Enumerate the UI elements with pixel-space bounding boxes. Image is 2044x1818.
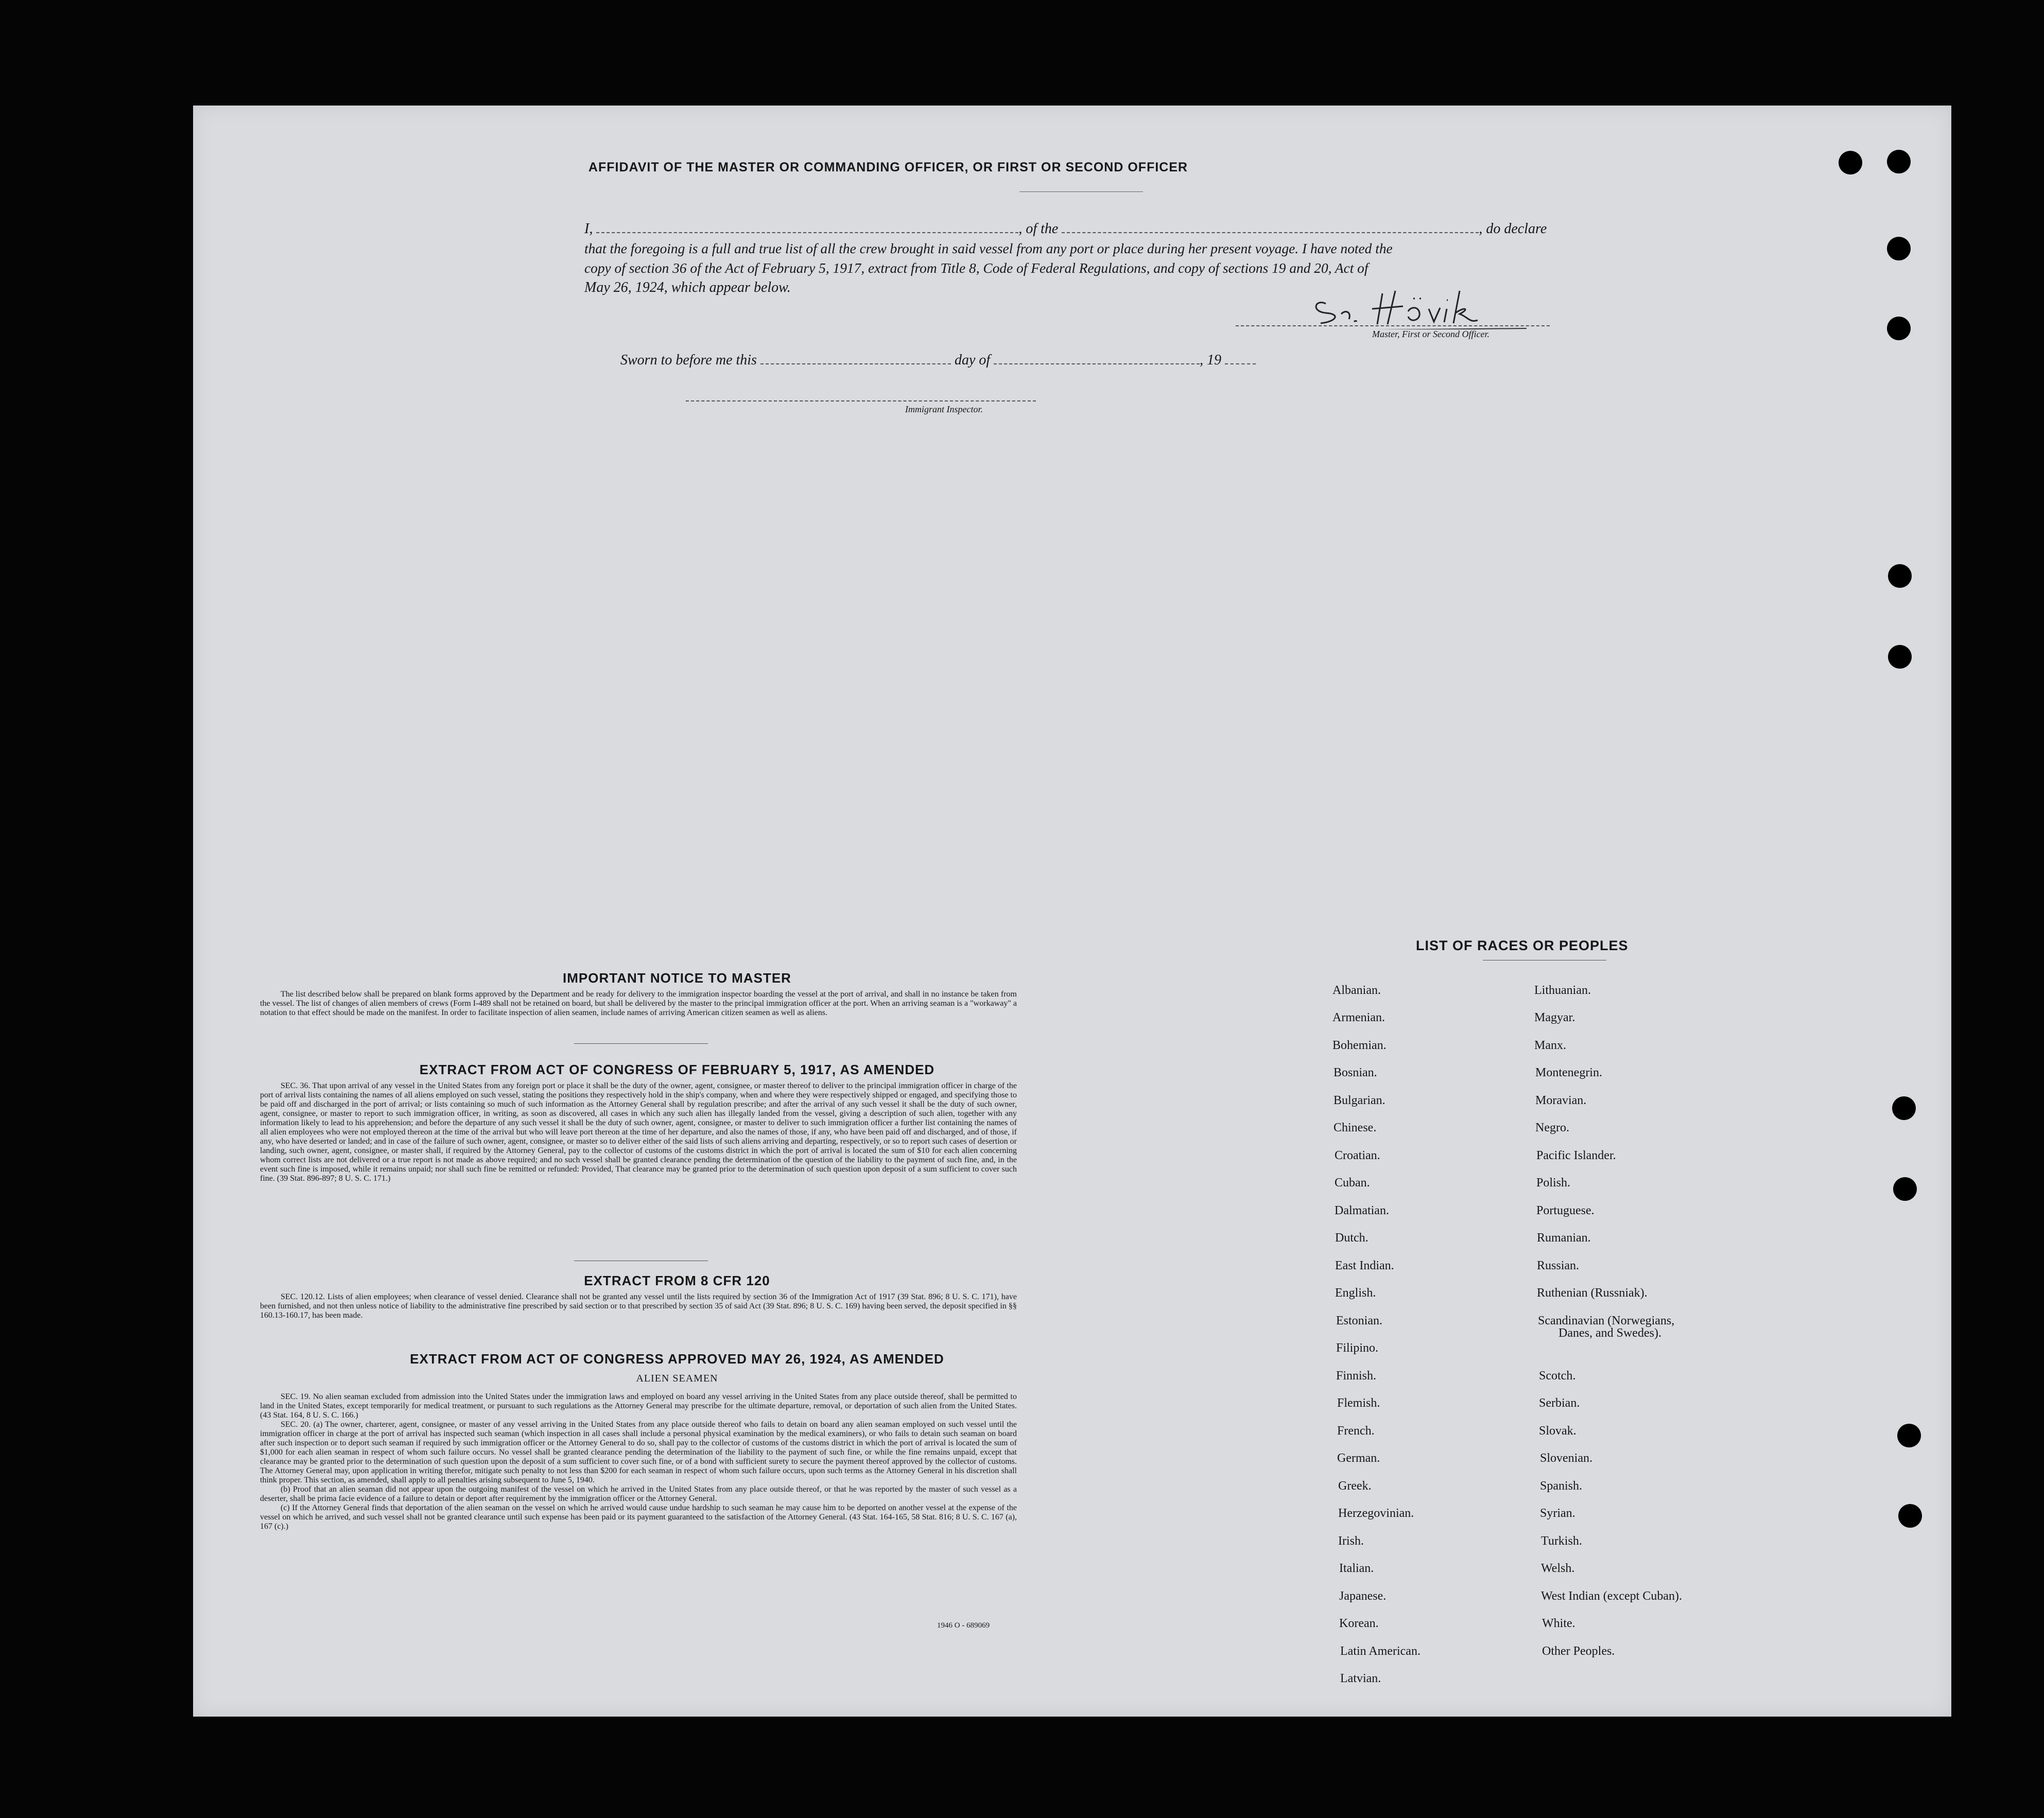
extract-cfr-title: EXTRACT FROM 8 CFR 120 xyxy=(584,1273,770,1288)
race-item: Pacific Islander. xyxy=(1536,1149,1616,1162)
race-item: Rumanian. xyxy=(1537,1231,1591,1245)
race-item: Slovenian. xyxy=(1540,1452,1592,1465)
race-item: Polish. xyxy=(1536,1176,1571,1190)
race-item: Greek. xyxy=(1338,1479,1372,1493)
race-item: Montenegrin. xyxy=(1535,1066,1602,1079)
race-item: Manx. xyxy=(1534,1039,1566,1052)
inspector-signature-line xyxy=(686,400,1036,401)
divider xyxy=(574,1043,708,1044)
declaration-line-1 xyxy=(584,219,1758,239)
races-title: LIST OF RACES OR PEOPLES xyxy=(1416,938,1629,953)
race-item: Turkish. xyxy=(1541,1534,1582,1548)
race-item: German. xyxy=(1337,1452,1380,1465)
race-item: East Indian. xyxy=(1335,1259,1394,1272)
race-item: Spanish. xyxy=(1540,1479,1583,1493)
race-item: French. xyxy=(1337,1424,1375,1438)
race-item: Estonian. xyxy=(1336,1314,1382,1327)
race-item: Korean. xyxy=(1339,1617,1379,1630)
section-20b: (b) Proof that an alien seaman did not appear upon the outgoing manifest of the vessel on which he arrived in the United States from any place outside thereof, or that he was reported by the master of such vessel as a deserter, shall be prima facie evidence of a failure to detain or deport after requirement by the immigration officer or the Attorney General. xyxy=(260,1485,1017,1503)
signature-line xyxy=(1236,325,1550,326)
vessel-name-field[interactable] xyxy=(1062,222,1479,233)
punch-hole xyxy=(1898,1504,1922,1528)
race-item: Danes, and Swedes). xyxy=(1558,1326,1661,1340)
declaration-declare: , do declare xyxy=(1479,221,1547,237)
race-item: Latin American. xyxy=(1340,1645,1421,1658)
punch-hole xyxy=(1887,150,1911,173)
declarant-name-field[interactable] xyxy=(596,222,1018,233)
notice-body: The list described below shall be prepared on blank forms approved by the Department and be ready for delivery to the immigration inspector boarding the vessel at the port of arrival, and shall in no instance be taken from the vessel. The list of changes of alien members of crews (Form I-489 shall not be retained on board, but shall be delivered by the master to the principal immigration officer at the port. When an arriving seaman is a "workaway" a notation to that effect should be made on the manifest. In order to facilitate inspection of alien seamen, include names of arriving American citizen seamen as well as aliens. xyxy=(260,990,1017,1017)
race-item: Other Peoples. xyxy=(1542,1645,1615,1658)
race-item: Italian. xyxy=(1339,1562,1374,1575)
race-item: Welsh. xyxy=(1541,1562,1575,1575)
race-item: Japanese. xyxy=(1339,1589,1387,1603)
declaration-line-2: that the foregoing is a full and true list of all the crew brought in said vessel from any port or place during her present voyage. I have noted the xyxy=(584,241,1393,256)
race-item: Flemish. xyxy=(1337,1396,1380,1410)
race-item: Armenian. xyxy=(1332,1011,1385,1024)
inspector-caption: Immigrant Inspector. xyxy=(905,404,983,414)
race-item: Bulgarian. xyxy=(1333,1094,1385,1107)
race-item: Scandinavian (Norwegians, xyxy=(1538,1314,1675,1327)
race-item: Cuban. xyxy=(1335,1176,1370,1190)
race-item: English. xyxy=(1335,1286,1376,1300)
master-signature xyxy=(1305,283,1532,329)
race-item: Dutch. xyxy=(1335,1231,1369,1245)
signature-caption: Master, First or Second Officer. xyxy=(1372,329,1489,339)
race-item: Magyar. xyxy=(1534,1011,1575,1024)
divider xyxy=(1019,191,1143,192)
sworn-line xyxy=(620,350,1256,371)
race-item: Moravian. xyxy=(1535,1094,1587,1107)
extract-1917-title: EXTRACT FROM ACT OF CONGRESS OF FEBRUARY 5, 1917, AS AMENDED xyxy=(419,1062,935,1077)
race-item: West Indian (except Cuban). xyxy=(1541,1589,1682,1603)
punch-hole xyxy=(1892,1096,1916,1120)
declaration-i: I, xyxy=(584,221,593,237)
day-of-label: day of xyxy=(954,352,991,368)
extract-cfr-body: SEC. 120.12. Lists of alien employees; when clearance of vessel denied. Clearance shall not be granted any vessel until the lists required by section 36 of the Immigration Act of 1917 (39 Stat. 896; 8 U. S. C. 171), have been furnished, and not then unless notice of liability to the administrative fine prescribed by said section or to that prescribed by section 35 of said Act (39 Stat. 896; 8 U. S. C. 169) having been served, the deposit specified in §§ 160.13-160.17, has been made. xyxy=(260,1292,1017,1320)
punch-hole xyxy=(1897,1424,1921,1447)
race-item: Dalmatian. xyxy=(1335,1204,1389,1217)
race-item: Syrian. xyxy=(1540,1507,1575,1520)
extract-1924-subtitle: ALIEN SEAMEN xyxy=(636,1373,718,1384)
sworn-month-field[interactable] xyxy=(994,353,1200,364)
declaration-line-3: copy of section 36 of the Act of February 5, 1917, extract from Title 8, Code of Federal Regulations, and copy of sections 19 and 20, Act of xyxy=(584,260,1369,276)
extract-1924-body xyxy=(260,1392,1017,1531)
race-item: White. xyxy=(1542,1617,1575,1630)
punch-hole xyxy=(1887,237,1911,260)
sworn-label: Sworn to before me this xyxy=(620,352,757,368)
section-19: SEC. 19. No alien seaman excluded from admission into the United States under the immigration laws and employed on board any vessel arriving in the United States from any place outside thereof, shall be permitted to land in the United States, except temporarily for medical treatment, or pursuant to such regulations as the Attorney General may prescribe for the ultimate departure, removal, or deportation of such alien from the United States. (43 Stat. 164, 8 U. S. C. 166.) xyxy=(260,1392,1017,1420)
extract-1917-body: SEC. 36. That upon arrival of any vessel in the United States from any foreign port or place it shall be the duty of the owner, agent, consignee, or master thereof to deliver to the principal immigration officer in charge of the port of arrival lists containing the names of all aliens employed on such vessel, stating the positions they respectively hold in the ship's company, when and where they were respectively shipped or engaged, and specifying those to be paid off and discharged in the port of arrival; or lists containing so much of such information as the Attorney General shall by regulation prescribe; and after the arrival of any such vessel it shall be the duty of such owner, agent, consignee, or master to report to such immigration officer, in writing, as soon as discovered, all cases in which any such alien has illegally landed from the vessel, giving a description of such alien, together with any information likely to lead to his apprehension; and before the departure of any such vessel it shall be the duty of such owner, agent, consignee, or master to deliver to such immigration officer a further list containing the names of all alien employees who were not employed thereon at the time of the arrival but who will leave port thereon at the time of her departure, and also the names of those, if any, who have been paid off and discharged, and of those, if any, who have deserted or landed; and in case of the failure of such owner, agent, consignee, or master so to deliver either of the said lists of such aliens arriving and departing, respectively, or so to report such cases of desertion or landing, such owner, agent, consignee, or master shall, if required by the Attorney General, pay to the collector of customs of the customs district in which the port of arrival is located the sum of $10 for each alien concerning whom correct lists are not delivered or a true report is not made as above required; and no such vessel shall be granted clearance pending the determination of the question of the liability to the payment of such fine, and, in the event such fine is imposed, while it remains unpaid; nor shall such fine be remitted or refunded: Provided, That clearance may be granted prior to the determination of such question upon deposit of a sum sufficient to cover such fine. (39 Stat. 896-897; 8 U. S. C. 171.) xyxy=(260,1081,1017,1183)
race-item: Croatian. xyxy=(1335,1149,1380,1162)
section-20c: (c) If the Attorney General finds that deportation of the alien seaman on the vessel on which he arrived would cause undue hardship to such seaman he may cause him to be deported on another vessel at the expense of the vessel on which he arrived, and such vessel shall not be granted clearance until such expense has been paid or its payment guaranteed to the satisfaction of the Attorney General. (43 Stat. 164-165, 58 Stat. 816; 8 U. S. C. 167 (a), 167 (c).) xyxy=(260,1504,1017,1531)
punch-hole xyxy=(1888,564,1912,588)
notice-title: IMPORTANT NOTICE TO MASTER xyxy=(563,970,791,986)
race-item: Russian. xyxy=(1537,1259,1580,1272)
race-item: Scotch. xyxy=(1539,1369,1576,1383)
affidavit-title: AFFIDAVIT OF THE MASTER OR COMMANDING OFFICER, OR FIRST OR SECOND OFFICER xyxy=(588,160,1188,174)
race-item: Slovak. xyxy=(1539,1424,1577,1438)
section-20a: SEC. 20. (a) The owner, charterer, agent, consignee, or master of any vessel arriving in the United States from any place outside thereof who fails to detain on board any alien seaman employed on such vessel until the immigration officer in charge at the port of arrival has inspected such seaman (which inspection in all cases shall include a personal physical examination by the medical examiners), or who fails to detain such seaman on board after such inspection or to deport such seaman if required by such immigration officer or the Attorney General to do so, shall pay to the collector of customs of the customs district in which the port of arrival is located the sum of $1,000 for each alien seaman in respect of whom such failure occurs. No vessel shall be granted clearance pending the determination of the liability to the payment of such fine, or while the fine remains unpaid, except that clearance may be granted prior to the determination of such question upon the deposit of a sum sufficient to cover such fine, or of a bond with sufficient surety to secure the payment thereof approved by the collector of customs. The Attorney General may, upon application in writing therefor, mitigate such penalty to not less than $200 for each seaman in respect of whom such failure occurs, upon such terms as the Attorney General in his discretion shall think proper. This section, as amended, shall apply to all penalties arising subsequent to June 5, 1940. xyxy=(260,1420,1017,1484)
declaration-line-4: May 26, 1924, which appear below. xyxy=(584,279,791,295)
race-item: Bosnian. xyxy=(1333,1066,1377,1079)
race-item: Ruthenian (Russniak). xyxy=(1537,1286,1648,1300)
race-item: Lithuanian. xyxy=(1534,984,1591,997)
form-sheet xyxy=(193,106,1951,1717)
race-item: Portuguese. xyxy=(1536,1204,1595,1217)
race-item: Irish. xyxy=(1338,1534,1364,1548)
race-item: Serbian. xyxy=(1539,1396,1580,1410)
year-label: , 19 xyxy=(1200,352,1222,368)
punch-hole xyxy=(1893,1177,1917,1201)
race-item: Latvian. xyxy=(1340,1672,1381,1685)
race-item: Filipino. xyxy=(1336,1341,1379,1355)
race-item: Finnish. xyxy=(1336,1369,1377,1383)
print-code: 1946 O - 689069 xyxy=(937,1621,990,1630)
punch-hole xyxy=(1887,317,1911,340)
sworn-day-field[interactable] xyxy=(760,353,951,364)
race-item: Bohemian. xyxy=(1332,1039,1387,1052)
race-item: Chinese. xyxy=(1333,1121,1377,1134)
punch-hole xyxy=(1888,645,1912,669)
declaration-of-the: , of the xyxy=(1018,221,1059,237)
sworn-year-field[interactable] xyxy=(1225,353,1256,364)
race-item: Herzegovinian. xyxy=(1338,1507,1414,1520)
extract-1924-title: EXTRACT FROM ACT OF CONGRESS APPROVED MAY 26, 1924, AS AMENDED xyxy=(410,1351,944,1367)
race-item: Albanian. xyxy=(1332,984,1381,997)
race-item: Negro. xyxy=(1535,1121,1569,1134)
punch-hole xyxy=(1839,151,1862,174)
